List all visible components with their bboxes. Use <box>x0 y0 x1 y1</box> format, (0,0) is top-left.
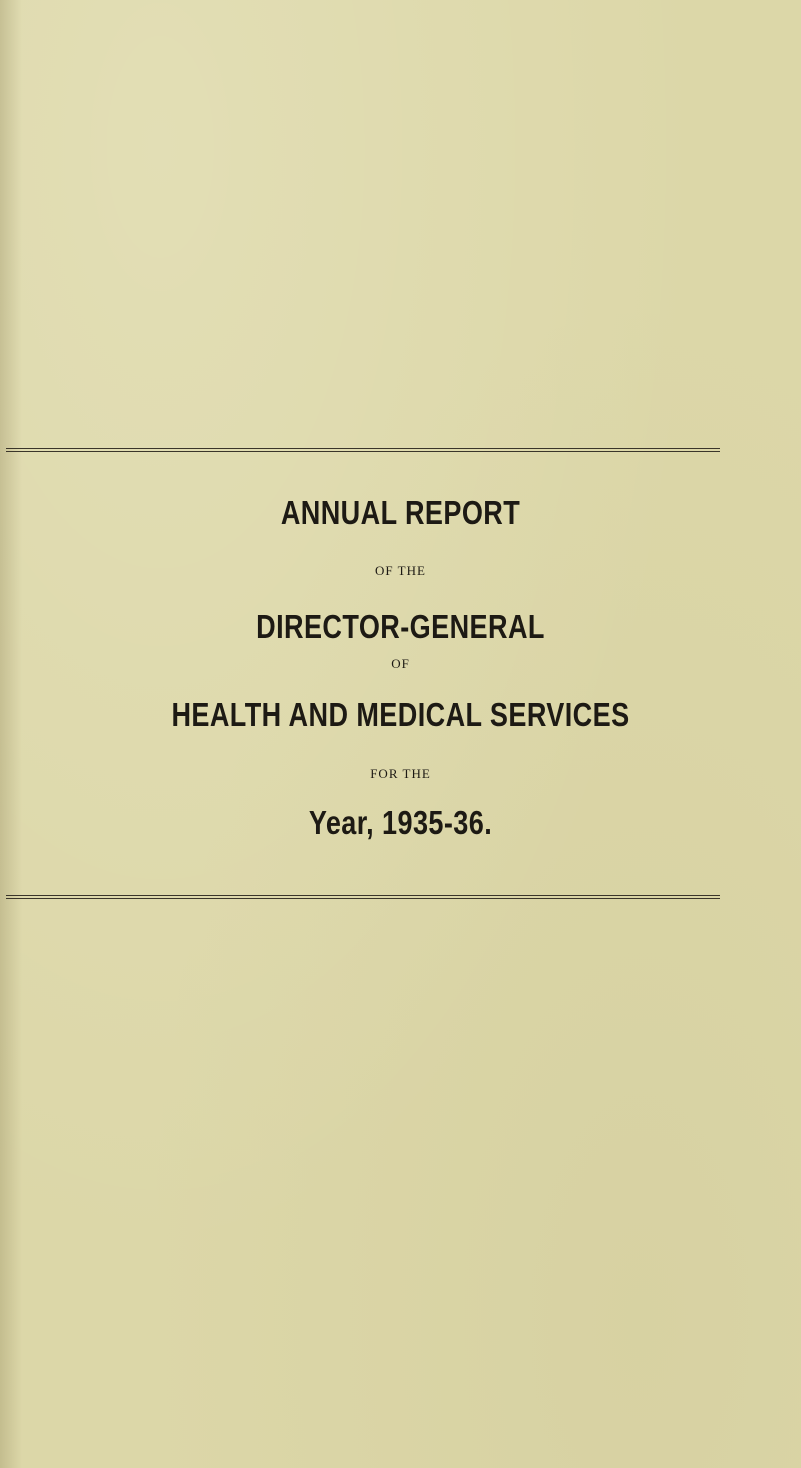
title-health-medical-services: HEALTH AND MEDICAL SERVICES <box>171 696 630 733</box>
title-year: Year, 1935-36. <box>308 804 493 841</box>
title-annual-report: ANNUAL REPORT <box>280 494 521 531</box>
connector-of-the: OF THE <box>375 563 426 578</box>
page-edge-shadow <box>0 0 22 1468</box>
title-director-general: DIRECTOR-GENERAL <box>256 608 545 645</box>
connector-for-the: FOR THE <box>370 766 431 781</box>
top-double-rule <box>6 448 720 452</box>
bottom-double-rule <box>6 895 720 899</box>
connector-of: OF <box>391 656 410 671</box>
